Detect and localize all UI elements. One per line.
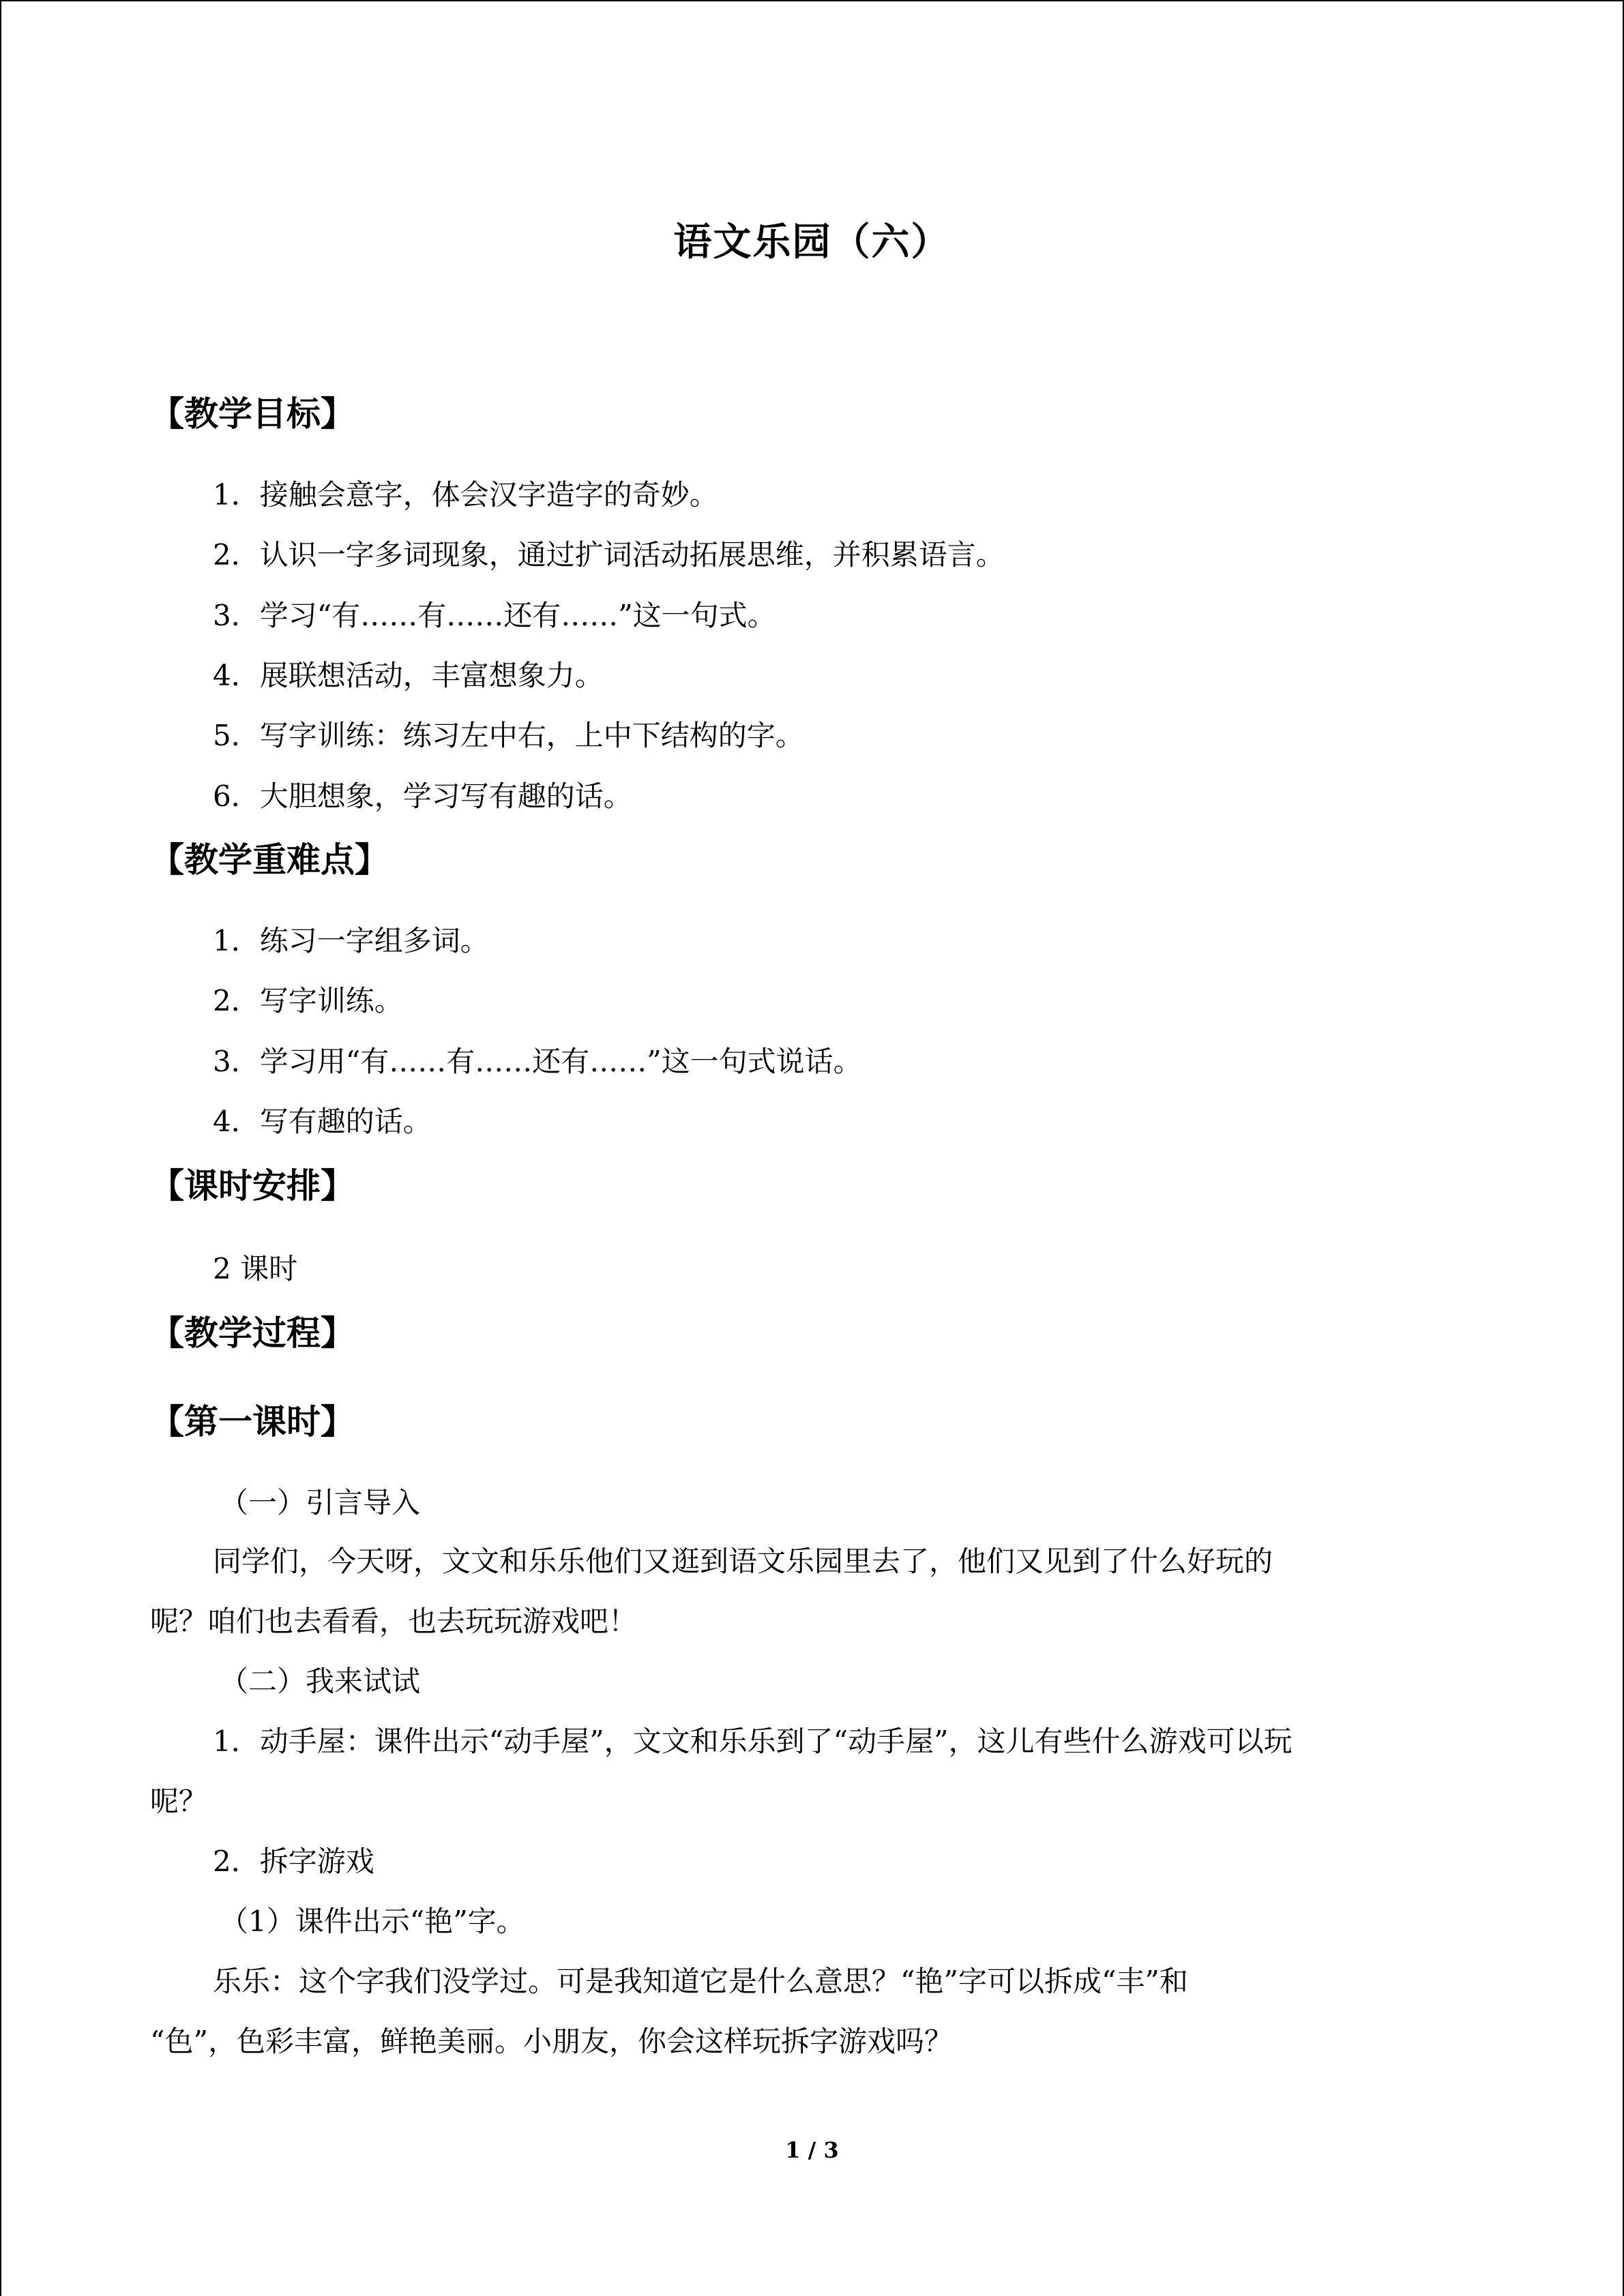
lesson1-line-7: 2．拆字游戏 — [213, 1845, 374, 1878]
goal-item-6: 6．大胆想象，学习写有趣的话。 — [213, 779, 632, 813]
lesson1-line-6: 呢？ — [150, 1785, 208, 1818]
goal-item-1: 1．接触会意字，体会汉字造字的奇妙。 — [213, 478, 718, 511]
lesson1-line-2: 同学们，今天呀，文文和乐乐他们又逛到语文乐园里去了，他们又见到了什么好玩的 — [213, 1545, 1273, 1578]
goal-item-4: 4．展联想活动，丰富想象力。 — [213, 659, 604, 692]
goal-item-5: 5．写字训练：练习左中右，上中下结构的字。 — [213, 719, 804, 752]
heading-schedule: 【课时安排】 — [150, 1165, 355, 1206]
heading-process: 【教学过程】 — [150, 1313, 355, 1353]
keypoint-item-2: 2．写字训练。 — [213, 984, 403, 1017]
lesson1-line-9: 乐乐：这个字我们没学过。可是我知道它是什么意思？“艳”字可以拆成“丰”和 — [213, 1965, 1188, 1998]
document-title: 语文乐园（六） — [673, 220, 951, 265]
goal-item-3: 3．学习“有……有……还有……”这一句式。 — [213, 599, 776, 632]
lesson1-line-4: （二）我来试试 — [220, 1665, 421, 1698]
keypoint-item-4: 4．写有趣的话。 — [213, 1105, 432, 1138]
heading-goals: 【教学目标】 — [150, 393, 355, 434]
lesson1-line-8: （1）课件出示“艳”字。 — [220, 1905, 525, 1938]
keypoint-item-3: 3．学习用“有……有……还有……”这一句式说话。 — [213, 1045, 862, 1078]
lesson1-line-5: 1．动手屋：课件出示“动手屋”，文文和乐乐到了“动手屋”，这儿有些什么游戏可以玩 — [213, 1725, 1293, 1758]
schedule-text: 2 课时 — [213, 1252, 298, 1285]
heading-lesson1: 【第一课时】 — [150, 1401, 355, 1442]
keypoint-item-1: 1．练习一字组多词。 — [213, 924, 489, 957]
lesson1-line-10: “色”，色彩丰富，鲜艳美丽。小朋友，你会这样玩拆字游戏吗？ — [150, 2025, 953, 2058]
page-number: 1 / 3 — [785, 2137, 839, 2163]
goal-item-2: 2．认识一字多词现象，通过扩词活动拓展思维，并积累语言。 — [213, 538, 1005, 571]
heading-keypoints: 【教学重难点】 — [150, 839, 389, 880]
lesson1-line-3: 呢？咱们也去看看，也去玩玩游戏吧！ — [150, 1605, 638, 1638]
lesson1-line-1: （一）引言导入 — [220, 1486, 421, 1519]
